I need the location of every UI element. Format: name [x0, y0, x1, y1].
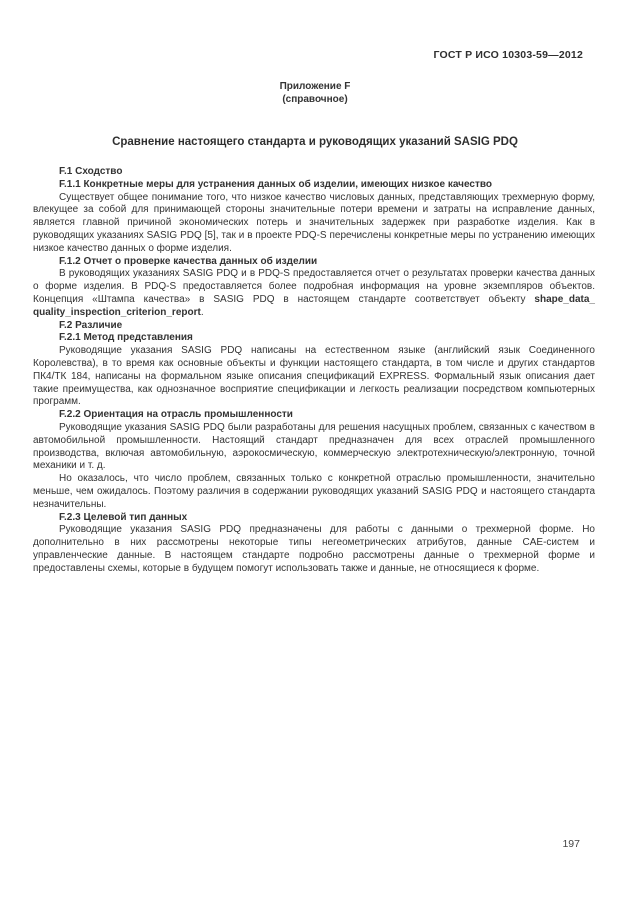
section-heading-f22: F.2.2 Ориентация на отрасль промышленности — [59, 409, 293, 421]
paragraph-f21: Руководящие указания SASIG PDQ написаны на естественном языке (английский язык Соединенного Королевства), в то время как основные объекты и функции настоящего стандарта, в том числе и других стандартов ПК4/ТК 184, написаны на формальном языке описания спецификаций EXPRESS. Формальный язык описания дает такие преимущества, как однозначное восприятие спецификации и легкость реализации посредством компьютерных программ. — [33, 345, 595, 408]
section-heading-f23: F.2.3 Целевой тип данных — [59, 511, 188, 523]
page-number: 197 — [562, 838, 580, 850]
paragraph-f12-text: В руководящих указаниях SASIG PDQ и в PDQ-S предоставляется отчет о результатах проверки качества данных о форме изделия. В PDQ-S предоставляется более подробная информация на уровне экземпляров объектов. Концепция «Штампа качества» в SASIG PDQ в настоящем стандарте соответствует объекту — [33, 268, 595, 305]
section-heading-f12: F.1.2 Отчет о проверке качества данных об изделии — [59, 255, 318, 267]
appendix-note: (справочное) — [282, 94, 348, 105]
entity-name-term: shape_data_ quality_inspection_criterion_report — [33, 293, 595, 318]
standard-number: ГОСТ Р ИСО 10303-59—2012 — [433, 49, 583, 61]
appendix-label: Приложение F — [279, 81, 351, 92]
paragraph-f22-2: Но оказалось, что число проблем, связанных только с конкретной отраслью промышленности, значительно меньше, чем ожидалось. Поэтому различия в содержании руководящих указаний SASIG PDQ и настоящего стандарта незначительны. — [33, 473, 595, 510]
paragraph-f23: Руководящие указания SASIG PDQ предназначены для работы с данными о трехмерной форме. Но дополнительно в них рассмотрены некоторые типы негеометрических атрибутов, данные CAE-систем и управленческие данные. В настоящем стандарте подробно рассмотрены данные о трехмерной форме и предоставлены схемы, которые в будущем помогут использовать также и данные, не относящиеся к форме. — [33, 524, 595, 574]
paragraph-f22-1: Руководящие указания SASIG PDQ были разработаны для решения насущных проблем, связанных с качеством в автомобильной промышленности. Настоящий стандарт предназначен для всех отраслей промышленного производства, включая автомобильную, аэрокосмическую, коммерческую электротехническую/электронную, точной механики и т. д. — [33, 421, 595, 472]
section-heading-f21: F.2.1 Метод представления — [59, 332, 193, 344]
document-body — [33, 166, 595, 576]
paragraph-f12 — [33, 268, 595, 319]
appendix-heading — [0, 80, 630, 106]
paragraph-f12-tail: . — [200, 306, 204, 318]
section-heading-f11: F.1.1 Конкретные меры для устранения данных об изделии, имеющих низкое качество — [59, 178, 492, 190]
section-heading-f2: F.2 Различие — [59, 319, 123, 331]
paragraph-f11: Существует общее понимание того, что низкое качество числовых данных, представляющих трехмерную форму, влекущее за собой для принимающей стороны значительные потери времени и затраты на исправление данных, является главной причиной экономических потерь и значительных задержек при разработке изделия. Как в руководящих указаниях SASIG PDQ [5], так и в проекте PDQ-S перечислены конкретные меры по устранению имеющих низкое качество данных о форме изделия. — [33, 191, 595, 254]
page-title: Сравнение настоящего стандарта и руководящих указаний SASIG PDQ — [112, 136, 518, 148]
section-heading-f1: F.1 Сходство — [59, 166, 123, 177]
